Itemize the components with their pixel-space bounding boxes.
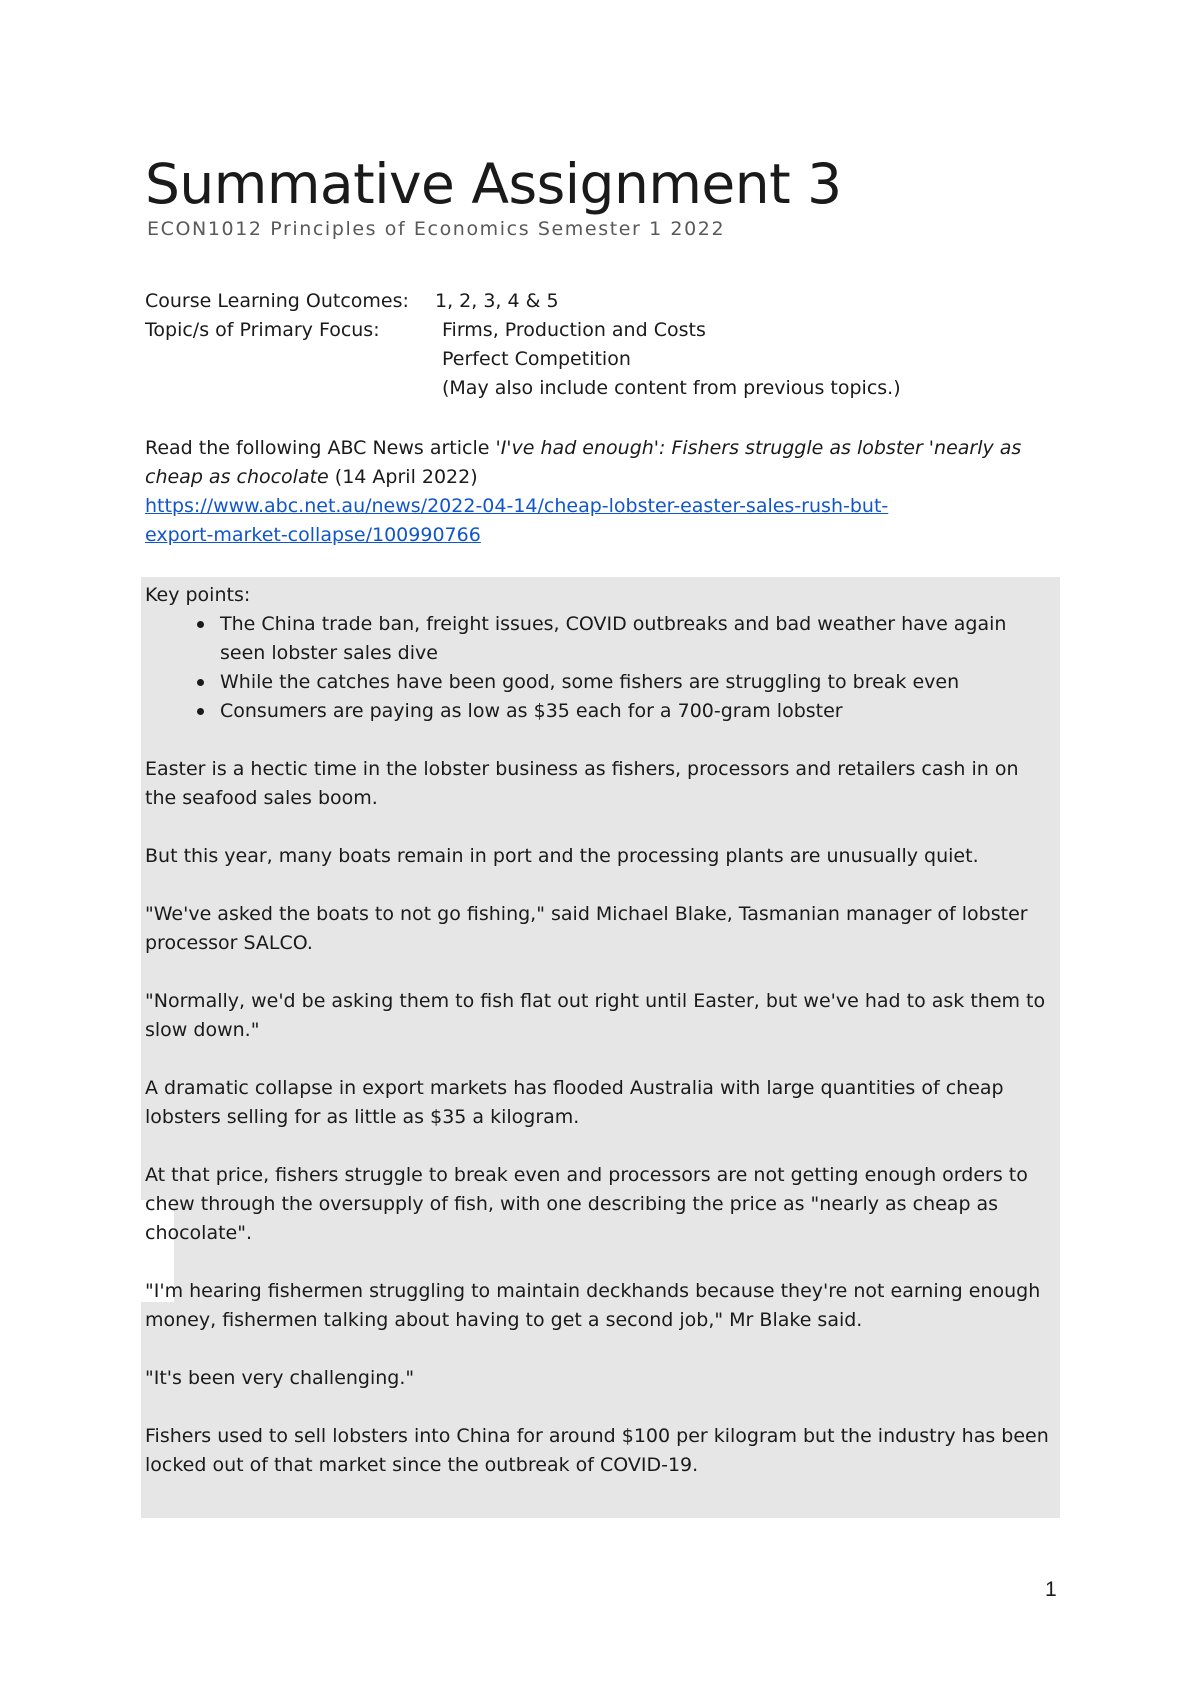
topic-item: (May also include content from previous topics.) bbox=[442, 377, 901, 399]
article-citation bbox=[145, 434, 1045, 492]
article-paragraph: A dramatic collapse in export markets has flooded Australia with large quantities of cheap lobsters selling for as little as $35 a kilogram. bbox=[145, 1077, 1004, 1128]
outcomes-label: Course Learning Outcomes: bbox=[145, 290, 409, 312]
key-point-item bbox=[197, 610, 1055, 668]
article-link-line2[interactable]: export-market-collapse/100990766 bbox=[145, 524, 481, 546]
topics-label: Topic/s of Primary Focus: bbox=[145, 319, 380, 341]
citation-lead: Read the following ABC News article bbox=[145, 437, 496, 459]
article-link-line1[interactable]: https://www.abc.net.au/news/2022-04-14/cheap-lobster-easter-sales-rush-but- bbox=[145, 495, 889, 517]
key-point-item bbox=[197, 668, 1055, 697]
topic-item: Perfect Competition bbox=[442, 348, 631, 370]
article-paragraph: "Normally, we'd be asking them to fish flat out right until Easter, but we've had to ask them to slow down." bbox=[145, 990, 1046, 1041]
article-link[interactable] bbox=[145, 492, 1045, 550]
topic-item: Firms, Production and Costs bbox=[442, 319, 706, 341]
bullet-icon bbox=[197, 679, 204, 686]
page-number: 1 bbox=[1045, 1578, 1057, 1601]
article-title: 'I've had enough': Fishers struggle as lobster 'nearly as cheap as chocolate bbox=[145, 437, 1022, 488]
key-points-list bbox=[145, 610, 1055, 726]
bullet-icon bbox=[197, 621, 204, 628]
article-paragraph: "We've asked the boats to not go fishing," said Michael Blake, Tasmanian manager of lobster processor SALCO. bbox=[145, 903, 1028, 954]
article-paragraph: At that price, fishers struggle to break even and processors are not getting enough orders to chew through the oversupply of fish, with one describing the price as "nearly as cheap as chocolate". bbox=[145, 1164, 1028, 1244]
article-excerpt-box bbox=[141, 577, 1060, 1518]
article-paragraph: Fishers used to sell lobsters into China for around $100 per kilogram but the industry has been locked out of that market since the outbreak of COVID-19. bbox=[145, 1425, 1049, 1476]
key-point-text: The China trade ban, freight issues, COVID outbreaks and bad weather have again seen lobster sales dive bbox=[220, 613, 1007, 664]
topics-list bbox=[442, 316, 901, 403]
topics-row bbox=[145, 316, 901, 403]
outcomes-value: 1, 2, 3, 4 & 5 bbox=[435, 290, 559, 312]
course-meta bbox=[145, 287, 901, 403]
article-excerpt bbox=[145, 581, 1055, 1480]
article-paragraph: "It's been very challenging." bbox=[145, 1367, 415, 1389]
key-point-item bbox=[197, 697, 1055, 726]
outcomes-row bbox=[145, 287, 901, 316]
bullet-icon bbox=[197, 708, 204, 715]
key-point-text: Consumers are paying as low as $35 each for a 700-gram lobster bbox=[220, 700, 843, 722]
key-point-text: While the catches have been good, some fishers are struggling to break even bbox=[220, 671, 960, 693]
article-paragraph: But this year, many boats remain in port and the processing plants are unusually quiet. bbox=[145, 845, 979, 867]
article-date: (14 April 2022) bbox=[328, 466, 478, 488]
article-paragraph: "I'm hearing fishermen struggling to maintain deckhands because they're not earning enough money, fishermen talking about having to get a second job," Mr Blake said. bbox=[145, 1280, 1041, 1331]
page-title: Summative Assignment 3 bbox=[145, 152, 842, 216]
page-subtitle: ECON1012 Principles of Economics Semester 1 2022 bbox=[147, 218, 726, 240]
key-points-label: Key points: bbox=[145, 584, 251, 606]
article-reference bbox=[145, 434, 1045, 550]
article-paragraph: Easter is a hectic time in the lobster business as fishers, processors and retailers cash in on the seafood sales boom. bbox=[145, 758, 1019, 809]
